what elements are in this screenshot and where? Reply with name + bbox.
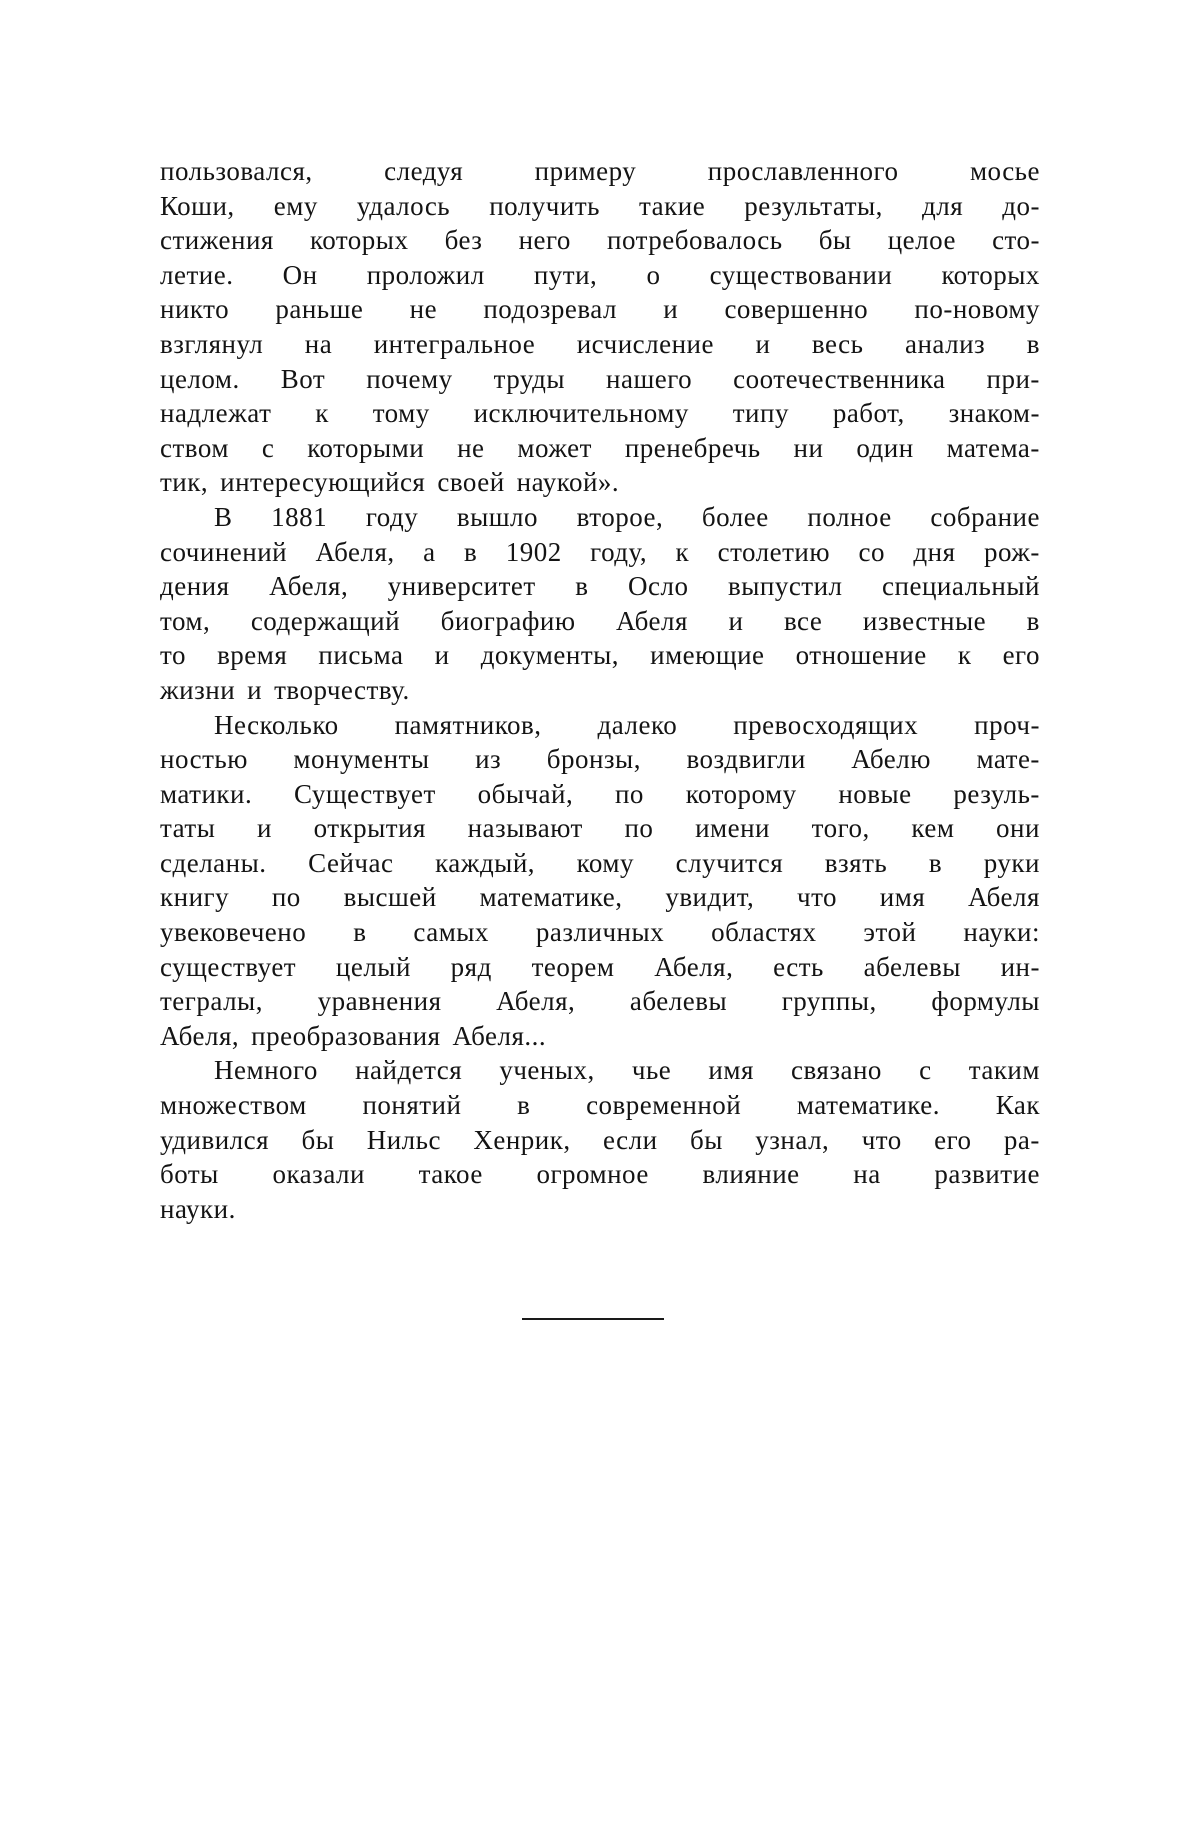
word: абелевы (629, 986, 728, 1017)
word: обычай, (477, 778, 574, 809)
text-line (160, 882, 1040, 917)
word: которыми (307, 432, 425, 463)
word: Абеля... (452, 1020, 547, 1051)
word: науки. (160, 1193, 236, 1224)
word: до- (1002, 190, 1040, 221)
word: боты (160, 1159, 219, 1190)
word: мосье (969, 156, 1040, 186)
word: что (796, 882, 838, 913)
word: второе, (576, 501, 664, 532)
word: матики. (160, 778, 253, 809)
word: группы, (781, 986, 877, 1017)
word: в (353, 917, 367, 948)
word: для (921, 190, 964, 221)
word: интегральное (373, 328, 536, 359)
word: дня (913, 536, 956, 567)
word: взглянул (160, 328, 264, 359)
word: математике. (796, 1090, 940, 1121)
text-line (160, 710, 1040, 745)
word: есть (773, 951, 824, 982)
word: резуль- (953, 778, 1040, 809)
word: ученых, (499, 1055, 595, 1086)
text-line (160, 364, 1040, 399)
word: известные (862, 605, 987, 636)
word: с (919, 1055, 932, 1086)
word: ему (273, 190, 318, 221)
word: Осло (628, 571, 689, 602)
word: Абеля (616, 605, 688, 636)
text-line (160, 606, 1040, 641)
word: увидит, (665, 882, 755, 913)
word: имеющие (650, 640, 765, 671)
word: на (304, 328, 333, 359)
word: собрание (930, 501, 1040, 532)
word: в (517, 1090, 531, 1121)
text-line (160, 537, 1040, 572)
word: в (464, 536, 478, 567)
word: целый (335, 951, 411, 982)
word: развитие (934, 1159, 1040, 1190)
text-line (160, 1021, 1040, 1056)
word: ин- (1000, 951, 1040, 982)
paragraph-3 (160, 710, 1040, 1056)
word: сделаны. (160, 847, 267, 878)
word: Хенрик, (473, 1124, 571, 1155)
word: раньше (275, 294, 364, 325)
word: проложил (366, 259, 485, 290)
word: году (365, 501, 419, 532)
text-line (160, 260, 1040, 295)
text-line (160, 1090, 1040, 1125)
word: тегралы, (160, 986, 263, 1017)
word: и (247, 674, 263, 705)
word: пренебречь (624, 432, 761, 463)
word: интересующийся (220, 467, 426, 498)
word: специальный (882, 571, 1040, 602)
word: В (214, 501, 233, 532)
word: содержащий (250, 605, 401, 636)
word: теорем (531, 951, 615, 982)
word: его (1002, 640, 1040, 671)
word: него (518, 225, 571, 256)
word: тик, (160, 467, 209, 498)
word: выпустил (727, 571, 843, 602)
word: ра- (1003, 1124, 1040, 1155)
text-line (160, 744, 1040, 779)
word: труды (493, 363, 566, 394)
word: памятников, (394, 709, 542, 740)
word: проч- (974, 709, 1040, 740)
word: и (663, 294, 679, 325)
text-line (160, 329, 1040, 364)
word: Абеля, (269, 571, 349, 602)
text-line (160, 156, 1040, 191)
word: новые (838, 778, 912, 809)
word: следуя (384, 156, 464, 186)
word: то (160, 640, 186, 671)
word: совершенно (724, 294, 869, 325)
word: время (217, 640, 288, 671)
word: по (614, 778, 644, 809)
word: Нильс (366, 1124, 441, 1155)
word: абелевы (863, 951, 961, 982)
word: соотечественника (733, 363, 946, 394)
word: ряд (450, 951, 492, 982)
word: огромное (536, 1159, 649, 1190)
word: современной (586, 1090, 742, 1121)
word: бы (818, 225, 852, 256)
word: понятий (362, 1090, 462, 1121)
word: Абеля, (160, 1020, 240, 1051)
word: множеством (160, 1090, 307, 1121)
text-line (160, 1159, 1040, 1194)
word: его (934, 1124, 972, 1155)
word: результаты, (744, 190, 883, 221)
word: Немного (214, 1055, 318, 1086)
word: на (853, 1159, 881, 1190)
word: далеко (597, 709, 678, 740)
word: различных (535, 917, 665, 948)
word: превосходящих (733, 709, 919, 740)
word: Как (995, 1090, 1040, 1121)
word: творчеству. (274, 674, 410, 705)
word: почему (366, 363, 453, 394)
word: прославленного (707, 156, 899, 186)
word: в (1026, 328, 1040, 359)
word: столетию (717, 536, 831, 567)
word: самых (413, 917, 489, 948)
word: имя (708, 1055, 754, 1086)
word: найдется (355, 1055, 463, 1086)
word: науки: (963, 917, 1040, 948)
word: руки (983, 847, 1040, 878)
word: исключительному (473, 398, 689, 429)
word: и (434, 640, 450, 671)
word: кому (576, 847, 634, 878)
word: о (646, 259, 661, 290)
word: Несколько (214, 709, 339, 740)
word: получить (489, 190, 600, 221)
word: сто- (992, 225, 1040, 256)
word: каждый, (435, 847, 536, 878)
word: по (271, 882, 301, 913)
word: которых (309, 225, 409, 256)
word: увековечено (160, 917, 307, 948)
word: того, (811, 813, 870, 844)
word: письма (318, 640, 404, 671)
word: документы, (480, 640, 620, 671)
paragraph-4 (160, 1055, 1040, 1228)
word: матема- (946, 432, 1040, 463)
word: книгу (160, 882, 230, 913)
text-line (160, 640, 1040, 675)
word: таким (968, 1055, 1040, 1086)
word: типу (732, 398, 789, 429)
text-line (160, 813, 1040, 848)
word: мате- (976, 744, 1040, 775)
word: ностью (160, 744, 248, 775)
word: без (444, 225, 483, 256)
word: не (457, 432, 485, 463)
word: и (257, 813, 272, 844)
word: 1881 (271, 501, 328, 532)
word: может (517, 432, 592, 463)
word: целом. (160, 363, 240, 394)
word: летие. (160, 259, 234, 290)
word: влияние (702, 1159, 800, 1190)
word: по-новому (914, 294, 1040, 325)
word: Абеля, (654, 951, 734, 982)
word: жизни (160, 674, 236, 705)
word: такое (418, 1159, 483, 1190)
word: чье (631, 1055, 672, 1086)
word: удивился (160, 1124, 270, 1155)
word: нашего (606, 363, 693, 394)
word: к (315, 398, 329, 429)
word: один (856, 432, 914, 463)
word: не (409, 294, 438, 325)
word: университет (387, 571, 536, 602)
word: взять (824, 847, 888, 878)
word: том, (160, 605, 211, 636)
text-line (160, 1125, 1040, 1160)
text-line (160, 779, 1040, 814)
word: более (701, 501, 769, 532)
word: в (1026, 605, 1040, 636)
word: которых (941, 259, 1040, 290)
word: в (928, 847, 943, 878)
word: такие (639, 190, 706, 221)
word: со (858, 536, 885, 567)
word: тому (372, 398, 430, 429)
word: случится (675, 847, 784, 878)
word: ни (793, 432, 824, 463)
word: весь (811, 328, 864, 359)
word: этой (863, 917, 917, 948)
word: они (996, 813, 1040, 844)
text-line (160, 502, 1040, 537)
word: воздвигли (686, 744, 806, 775)
word: в (575, 571, 589, 602)
text-line (160, 986, 1040, 1021)
word: отношение (795, 640, 927, 671)
word: стижения (160, 225, 274, 256)
word: пути, (533, 259, 598, 290)
word: все (783, 605, 823, 636)
word: из (475, 744, 502, 775)
word: дения (160, 571, 230, 602)
text-line (160, 191, 1040, 226)
text-line (160, 433, 1040, 468)
word: открытия (313, 813, 426, 844)
word: а (423, 536, 436, 567)
word: существует (160, 951, 297, 982)
word: называют (467, 813, 583, 844)
word: имя (879, 882, 926, 913)
page-text (160, 156, 1040, 1228)
word: к (957, 640, 972, 671)
word: областях (711, 917, 817, 948)
word: вышло (456, 501, 539, 532)
text-line (160, 848, 1040, 883)
word: Абеля, (496, 986, 576, 1017)
text-line (160, 1055, 1040, 1090)
word: примеру (534, 156, 637, 186)
word: Абелю (851, 744, 931, 775)
word: Абеля (968, 882, 1040, 913)
word: знаком- (948, 398, 1040, 429)
word: пользовался, (160, 156, 313, 186)
text-line (160, 225, 1040, 260)
word: таты (160, 813, 216, 844)
word: к (675, 536, 690, 567)
word: ством (160, 432, 229, 463)
word: монументы (293, 744, 430, 775)
word: формулы (931, 986, 1040, 1017)
word: целое (887, 225, 956, 256)
word: бы (301, 1124, 335, 1155)
text-line (160, 952, 1040, 987)
word: году, (590, 536, 648, 567)
text-line (160, 467, 1040, 502)
word: анализ (904, 328, 986, 359)
word: Существует (294, 778, 436, 809)
text-line (160, 675, 1040, 710)
word: сочинений (160, 536, 288, 567)
word: по (624, 813, 654, 844)
paragraph-2 (160, 502, 1040, 710)
word: полное (807, 501, 892, 532)
word: математике, (479, 882, 623, 913)
word: Абеля, (315, 536, 395, 567)
word: преобразования (251, 1020, 441, 1051)
word: и (755, 328, 771, 359)
word: рож- (983, 536, 1040, 567)
paragraph-1 (160, 156, 1040, 502)
word: что (861, 1124, 902, 1155)
word: Сейчас (308, 847, 394, 878)
word: Он (282, 259, 318, 290)
word: уравнения (317, 986, 442, 1017)
word: с (261, 432, 275, 463)
text-line (160, 917, 1040, 952)
word: Вот (280, 363, 326, 394)
word: надлежат (160, 398, 272, 429)
section-end-rule (522, 1318, 664, 1320)
word: существовании (709, 259, 893, 290)
text-line (160, 294, 1040, 329)
word: работ, (832, 398, 905, 429)
word: если (602, 1124, 658, 1155)
word: и (728, 605, 744, 636)
text-line (160, 1194, 1040, 1229)
text-line (160, 571, 1040, 606)
word: высшей (343, 882, 437, 913)
word: кем (911, 813, 955, 844)
word: удалось (356, 190, 451, 221)
word: биографию (440, 605, 576, 636)
word: потребовалось (607, 225, 783, 256)
word: связано (791, 1055, 882, 1086)
word: 1902 (505, 536, 562, 567)
word: своей (437, 467, 505, 498)
word: которому (685, 778, 797, 809)
word: Коши, (160, 190, 235, 221)
word: оказали (272, 1159, 365, 1190)
text-line (160, 398, 1040, 433)
word: бы (689, 1124, 723, 1155)
word: никто (160, 294, 230, 325)
word: при- (986, 363, 1040, 394)
word: подозревал (483, 294, 617, 325)
word: узнал, (755, 1124, 830, 1155)
word: наукой». (516, 467, 620, 498)
word: имени (695, 813, 770, 844)
word: исчисление (576, 328, 714, 359)
word: бронзы, (546, 744, 641, 775)
